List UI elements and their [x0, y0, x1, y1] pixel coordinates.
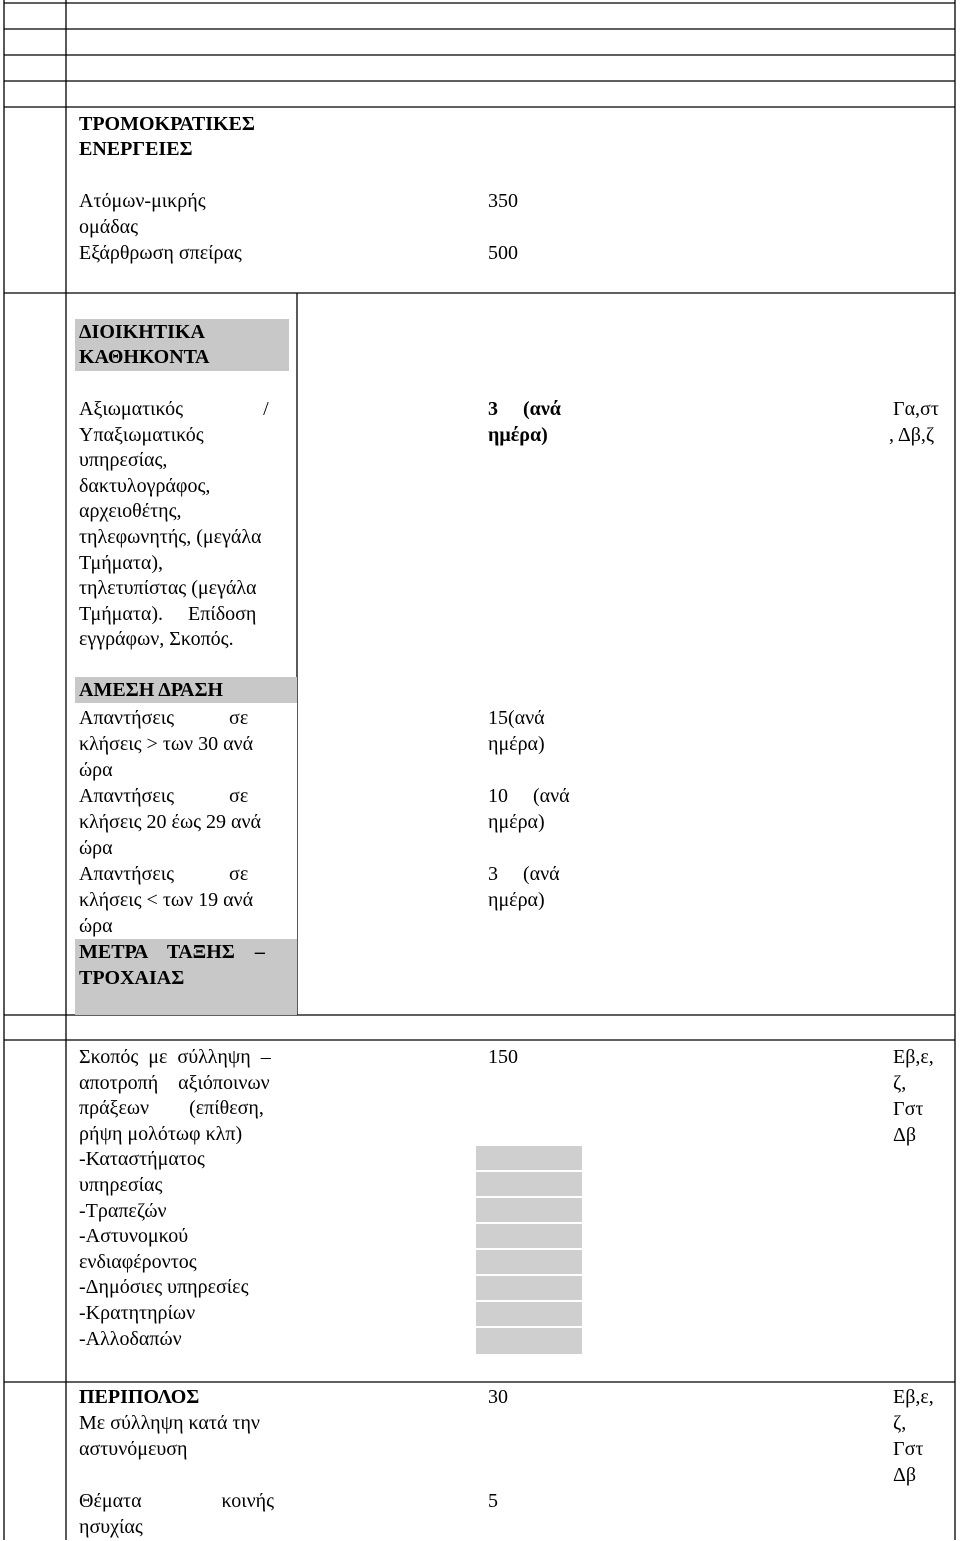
direct-row-1-value-1: 15(ανά — [488, 707, 545, 729]
direct-row-1-label-1: Απαντήσεις σε — [79, 707, 249, 729]
guard-desc-line: Σκοπός με σύλληψη – — [79, 1046, 271, 1068]
patrol-desc-line-2: αστυνόμευση — [79, 1438, 188, 1460]
guard-gray-cell-6 — [476, 1276, 582, 1300]
admin-desc-line: αρχειοθέτης, — [79, 500, 182, 523]
admin-code-line-2: , Δβ,ζ — [889, 424, 935, 446]
guard-code-line-3: Γστ — [893, 1098, 924, 1120]
admin-desc-line: υπηρεσίας, — [79, 449, 168, 472]
admin-header-line-1: ΔΙΟΙΚΗΤΙΚΑ — [79, 321, 205, 343]
direct-row-3-value-1: 3 (ανά — [488, 863, 560, 885]
admin-code-line-1: Γα,στ — [893, 398, 939, 420]
terror-header-line-2: ΕΝΕΡΓΕΙΕΣ — [79, 138, 193, 160]
guard-code-line-2: ζ, — [893, 1072, 907, 1094]
guard-gray-cell-8 — [476, 1328, 582, 1354]
guard-gray-cell-5 — [476, 1250, 582, 1274]
direct-row-2-label-2: κλήσεις 20 έως 29 ανά — [79, 811, 262, 833]
direct-row-2-label-1: Απαντήσεις σε — [79, 785, 249, 807]
patrol-value: 30 — [488, 1386, 508, 1408]
patrol-desc-line-1: Με σύλληψη κατά την — [79, 1412, 260, 1434]
patrol-next-label-1: Θέματα κοινής — [79, 1490, 274, 1512]
guard-value: 150 — [488, 1046, 518, 1068]
guard-desc-line: ενδιαφέροντος — [79, 1250, 197, 1273]
terror-row-1-label-1: Ατόμων-μικρής — [79, 190, 206, 212]
admin-desc-line: τηλεφωνητής, (μεγάλα — [79, 525, 262, 548]
admin-desc-line: Αξιωματικός / — [79, 398, 269, 420]
admin-description — [79, 397, 287, 653]
guard-code-line-1: Εβ,ε, — [893, 1046, 934, 1068]
admin-desc-line: τηλετυπίστας (μεγάλα — [79, 577, 257, 600]
guard-desc-line: -Κρατητηρίων — [79, 1301, 196, 1324]
admin-value-line-2: ημέρα) — [488, 424, 548, 446]
admin-desc-line: Υπαξιωματικός — [79, 423, 204, 446]
guard-gray-cell-4 — [476, 1224, 582, 1248]
patrol-header: ΠΕΡΙΠΟΛΟΣ — [79, 1386, 200, 1408]
direct-footer-line-2: ΤΡΟΧΑΙΑΣ — [79, 967, 185, 989]
guard-desc-line: -Καταστήματος — [79, 1148, 205, 1171]
patrol-code-line-3: Γστ — [893, 1438, 924, 1460]
direct-row-2-value-2: ημέρα) — [488, 811, 545, 833]
guard-desc-line: ρήψη μολότωφ κλπ) — [79, 1122, 243, 1145]
direct-row-1-label-3: ώρα — [79, 759, 113, 781]
terror-row-1-value: 350 — [488, 190, 518, 212]
terror-header-line-1: ΤΡΟΜΟΚΡΑΤΙΚΕΣ — [79, 113, 255, 135]
admin-header-line-2: ΚΑΘΗΚΟΝΤΑ — [79, 346, 210, 368]
direct-row-1-label-2: κλήσεις > των 30 ανά — [79, 733, 254, 755]
direct-row-2-value-1: 10 (ανά — [488, 785, 570, 807]
guard-desc-line: πράξεων (επίθεση, — [79, 1097, 264, 1120]
guard-desc-line: αποτροπή αξιόποινων — [79, 1071, 270, 1094]
admin-desc-line: δακτυλογράφος, — [79, 474, 211, 497]
patrol-code-line-2: ζ, — [893, 1412, 907, 1434]
direct-row-2-label-3: ώρα — [79, 837, 113, 859]
admin-desc-line: Τμήματα). Επίδοση — [79, 602, 257, 625]
patrol-code-line-4: Δβ — [893, 1464, 917, 1486]
direct-row-1-value-2: ημέρα) — [488, 733, 545, 755]
direct-row-3-label-3: ώρα — [79, 915, 113, 937]
direct-row-3-label-2: κλήσεις < των 19 ανά — [79, 889, 254, 911]
patrol-code-line-1: Εβ,ε, — [893, 1386, 934, 1408]
guard-description — [79, 1045, 289, 1352]
direct-header: ΑΜΕΣΗ ΔΡΑΣΗ — [79, 679, 224, 701]
guard-gray-cell-1 — [476, 1146, 582, 1170]
guard-desc-line: -Αστυνομκού — [79, 1225, 189, 1248]
patrol-next-label-2: ησυχίας — [79, 1516, 143, 1538]
terror-row-2-value: 500 — [488, 242, 518, 264]
admin-desc-line: Τμήματα), — [79, 551, 164, 574]
guard-desc-line: -Αλλοδαπών — [79, 1327, 182, 1350]
patrol-next-value: 5 — [488, 1490, 498, 1512]
admin-value-line-1: 3 (ανά — [488, 398, 561, 420]
guard-desc-line: -Τραπεζών — [79, 1199, 167, 1222]
guard-desc-line: υπηρεσίας — [79, 1173, 163, 1196]
terror-row-2-label: Εξάρθρωση σπείρας — [79, 242, 242, 264]
direct-footer-line-1: ΜΕΤΡΑ ΤΑΞΗΣ – — [79, 941, 265, 963]
direct-row-3-label-1: Απαντήσεις σε — [79, 863, 249, 885]
direct-row-3-value-2: ημέρα) — [488, 889, 545, 911]
guard-gray-cell-3 — [476, 1198, 582, 1222]
guard-gray-cell-7 — [476, 1302, 582, 1326]
guard-code-line-4: Δβ — [893, 1124, 917, 1146]
guard-gray-cell-2 — [476, 1172, 582, 1196]
guard-desc-line: -Δημόσιες υπηρεσίες — [79, 1276, 249, 1299]
admin-desc-line: εγγράφων, Σκοπός. — [79, 628, 234, 651]
terror-row-1-label-2: ομάδας — [79, 216, 139, 238]
